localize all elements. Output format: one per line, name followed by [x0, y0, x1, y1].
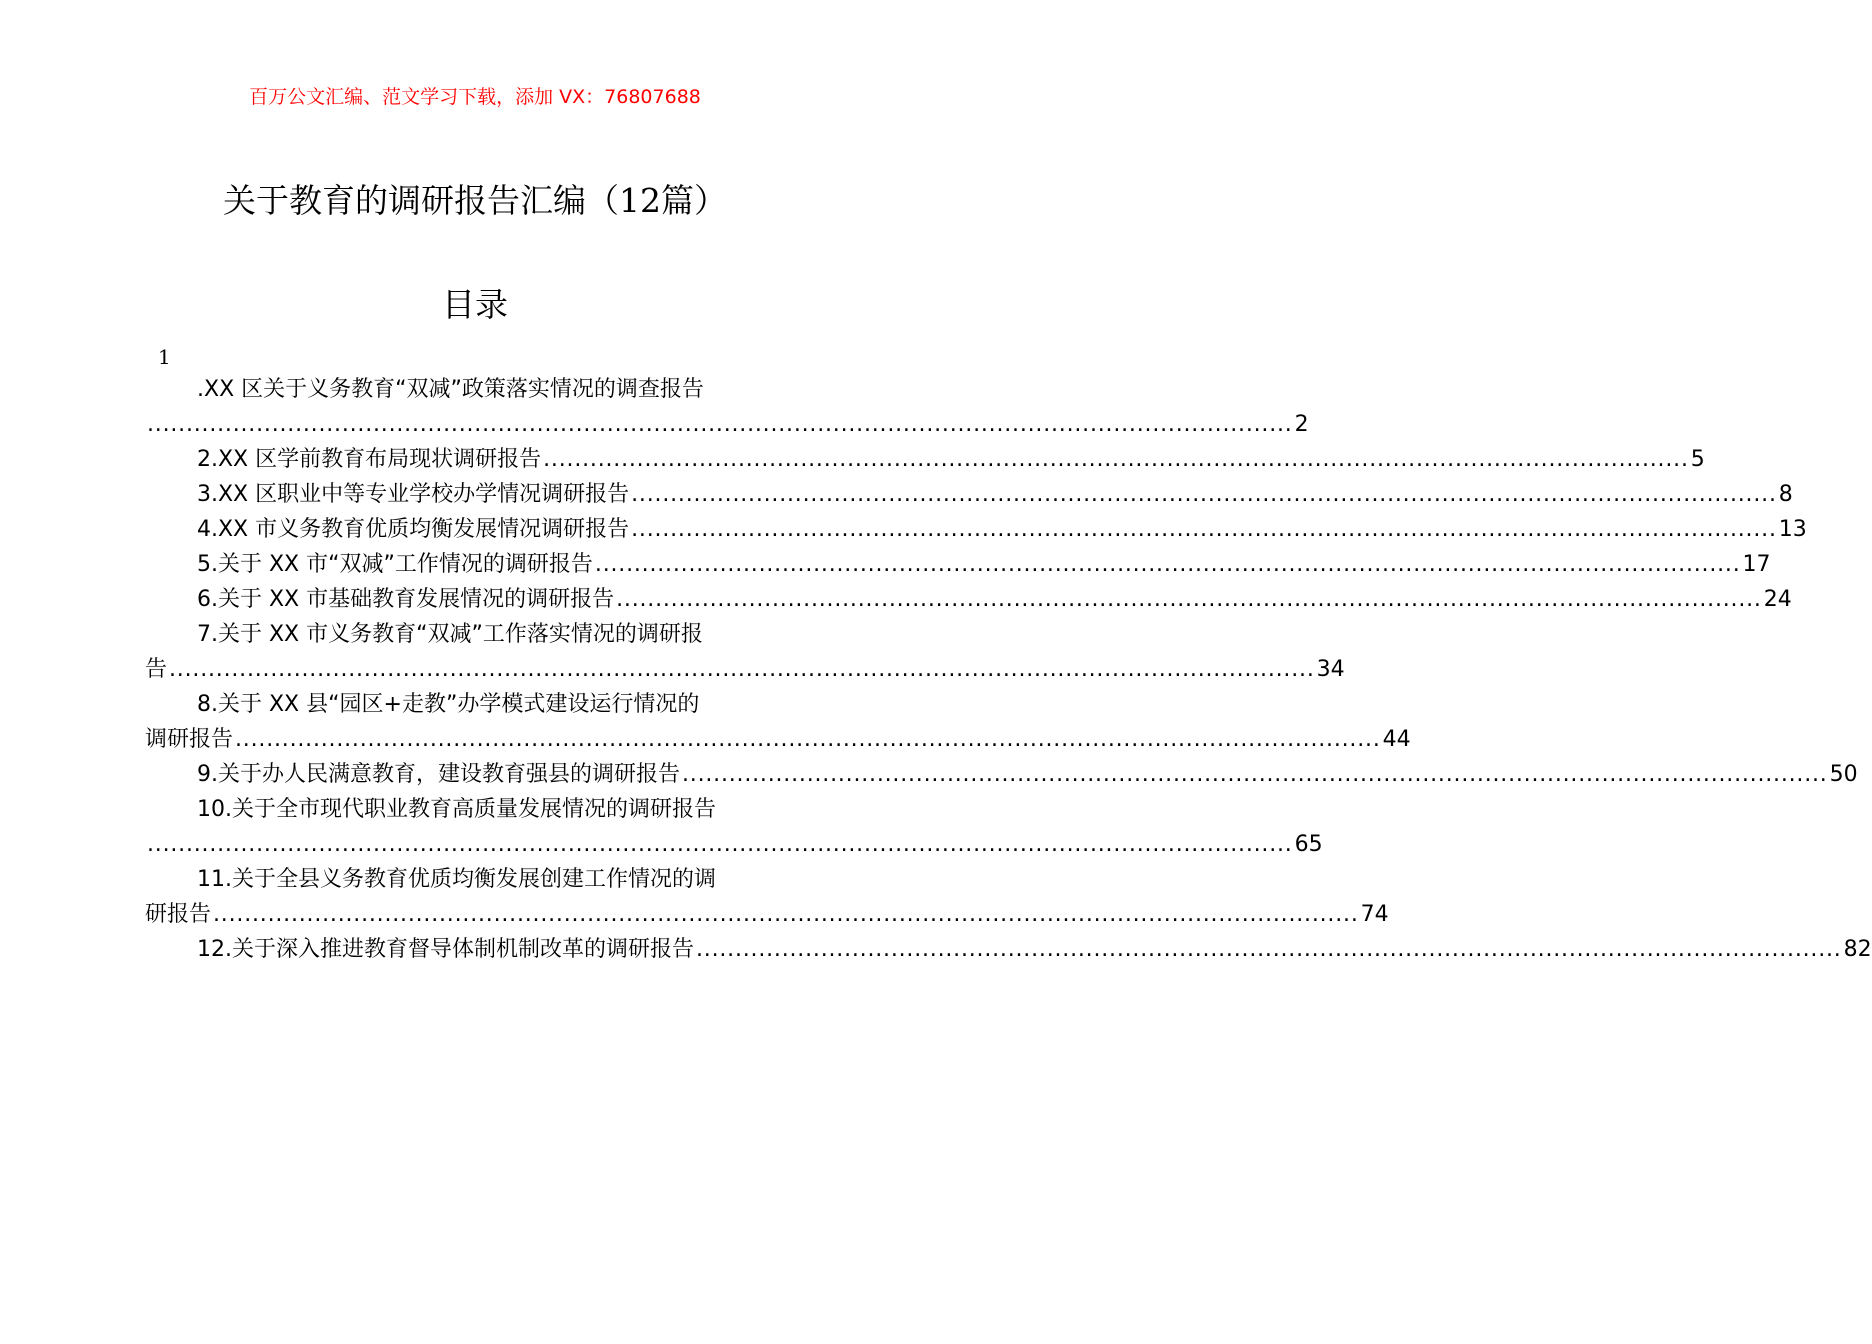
toc-entry-title: 3.XX 区职业中等专业学校办学情况调研报告 — [197, 482, 630, 507]
toc-entry-page: 82 — [1843, 937, 1872, 962]
dot-leader: ................................................................................................................................................... — [213, 902, 1359, 927]
toc-entry-title: 7.关于 XX 市义务教育“双减”工作落实情况的调研报 — [197, 622, 703, 647]
dot-leader: ................................................................................................................................................... — [543, 447, 1689, 472]
dot-leader: ................................................................................................................................................... — [594, 552, 1741, 577]
toc-entry-title: .XX 区关于义务教育“双减”政策落实情况的调查报告 — [197, 377, 704, 402]
toc-entry[interactable] — [145, 372, 1309, 442]
dot-leader: ................................................................................................................................................... — [616, 587, 1762, 612]
toc-entry-title: 11.关于全县义务教育优质均衡发展创建工作情况的调 — [197, 867, 716, 892]
toc-heading: 目录 — [442, 285, 508, 324]
toc-entry[interactable] — [145, 547, 1771, 582]
toc-entry-page: 13 — [1778, 517, 1807, 542]
toc-entry-title: 12.关于深入推进教育督导体制机制改革的调研报告 — [197, 937, 694, 962]
toc-entry-page: 17 — [1742, 552, 1771, 577]
dot-leader: ................................................................................................................................................... — [235, 727, 1381, 752]
toc-entry-page: 8 — [1778, 482, 1793, 507]
toc-entry-title-cont: 调研报告 — [145, 727, 234, 752]
toc-entry-page: 44 — [1382, 727, 1411, 752]
table-of-contents — [145, 372, 1872, 967]
toc-entry[interactable] — [145, 792, 1323, 862]
document-title — [0, 178, 950, 224]
stray-number: 1 — [158, 345, 171, 369]
dot-leader: ................................................................................................................................................... — [631, 517, 1777, 542]
toc-entry[interactable] — [145, 687, 1411, 757]
toc-entry-page: 65 — [1294, 832, 1323, 857]
toc-entry-page: 5 — [1690, 447, 1705, 472]
toc-entry-title-cont: 研报告 — [145, 902, 212, 927]
dot-leader: ................................................................................................................................................... — [696, 937, 1842, 962]
title-count: 12 — [619, 181, 661, 220]
toc-entry-title: 4.XX 市义务教育优质均衡发展情况调研报告 — [197, 517, 630, 542]
toc-entry-title: 2.XX 区学前教育布局现状调研报告 — [197, 447, 542, 472]
title-text-post: 篇） — [661, 181, 727, 220]
toc-entry-page: 50 — [1829, 762, 1858, 787]
toc-entry-title: 8.关于 XX 县“园区+走教”办学模式建设运行情况的 — [197, 692, 700, 717]
toc-entry-title-cont: 告 — [145, 657, 168, 682]
toc-entry-page: 74 — [1360, 902, 1389, 927]
toc-entry[interactable] — [145, 862, 1389, 932]
toc-entry-title: 6.关于 XX 市基础教育发展情况的调研报告 — [197, 587, 615, 612]
title-text-pre: 关于教育的调研报告汇编（ — [223, 181, 619, 220]
toc-entry[interactable] — [145, 582, 1792, 617]
toc-entry[interactable] — [145, 932, 1872, 967]
toc-entry[interactable] — [145, 757, 1858, 792]
toc-entry[interactable] — [145, 512, 1807, 547]
toc-entry-title: 9.关于办人民满意教育，建设教育强县的调研报告 — [197, 762, 680, 787]
toc-entry-page: 2 — [1294, 412, 1309, 437]
toc-entry[interactable] — [145, 477, 1793, 512]
dot-leader: ................................................................................................................................................... — [147, 412, 1293, 437]
dot-leader: ................................................................................................................................................... — [147, 832, 1293, 857]
toc-entry-page: 34 — [1316, 657, 1345, 682]
toc-entry[interactable] — [145, 617, 1345, 687]
dot-leader: ................................................................................................................................................... — [169, 657, 1315, 682]
toc-entry-title: 5.关于 XX 市“双减”工作情况的调研报告 — [197, 552, 593, 577]
toc-entry-page: 24 — [1763, 587, 1792, 612]
dot-leader: ................................................................................................................................................... — [631, 482, 1777, 507]
dot-leader: ................................................................................................................................................... — [682, 762, 1828, 787]
toc-entry-title: 10.关于全市现代职业教育高质量发展情况的调研报告 — [197, 797, 716, 822]
promo-banner: 百万公文汇编、范文学习下载，添加 VX：76807688 — [249, 86, 701, 108]
toc-entry[interactable] — [145, 442, 1705, 477]
